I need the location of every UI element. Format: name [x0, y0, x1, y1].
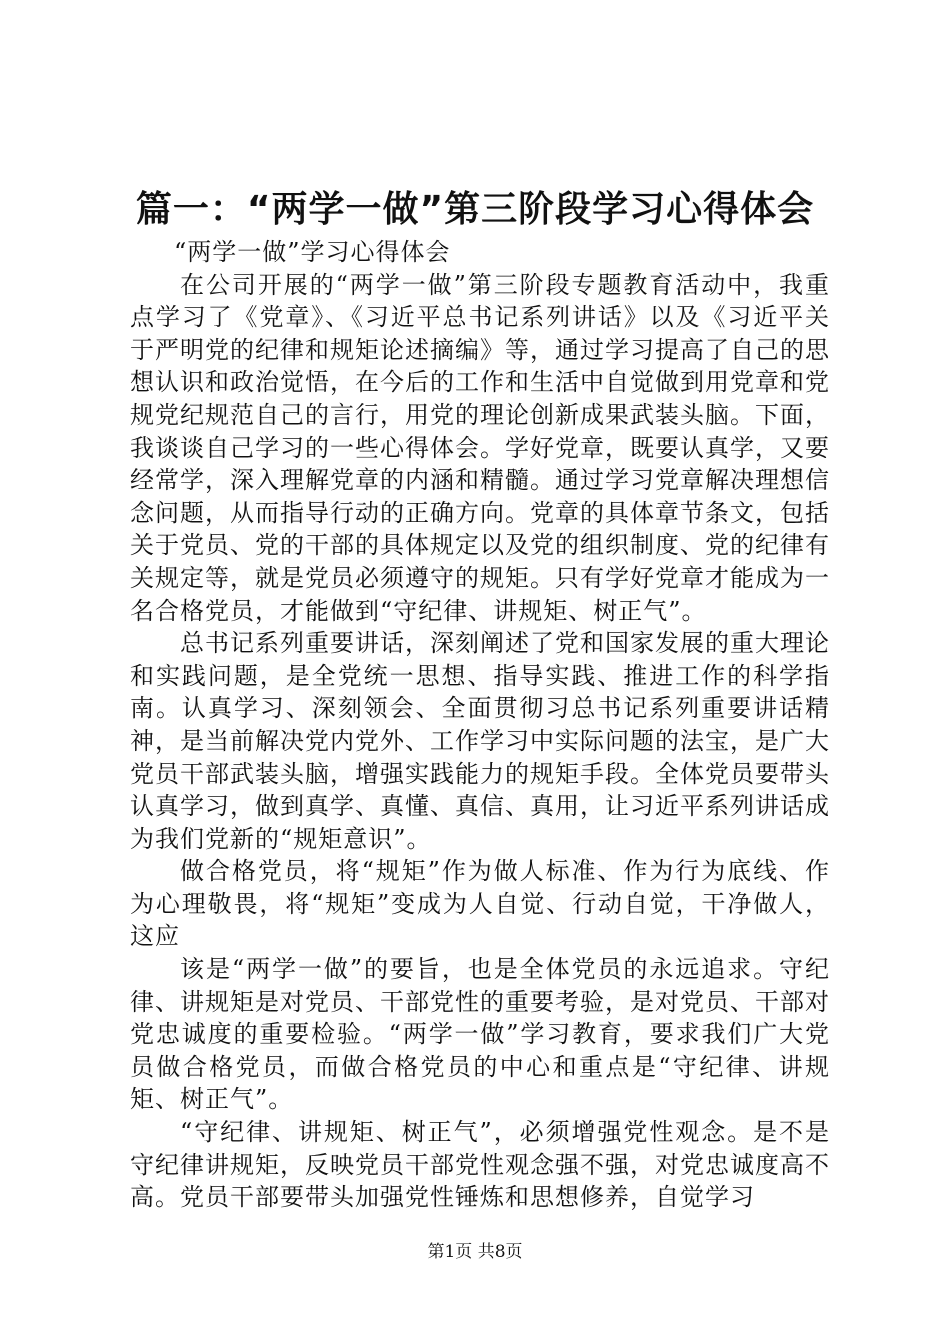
document-subtitle: “两学一做”学习心得体会 [174, 238, 451, 266]
paragraph-4: 该是“两学一做”的要旨，也是全体党员的永远追求。守纪律、讲规矩是对党员、干部党性的重要考验，是对党员、干部对党忠诚度的重要检验。“两学一做”学习教育，要求我们广大党员做合格党员，而做合格党员的中心和重点是“守纪律、讲规矩、树正气”。 [130, 955, 830, 1114]
paragraph-5: “守纪律、讲规矩、树正气”，必须增强党性观念。是不是守纪律讲规矩，反映党员干部党性观念强不强，对党忠诚度高不高。党员干部要带头加强党性锤炼和思想修养，自觉学习 [130, 1118, 830, 1212]
document-title: 篇一：“两学一做”第三阶段学习心得体会 [135, 189, 815, 230]
paragraph-1: 在公司开展的“两学一做”第三阶段专题教育活动中，我重点学习了《党章》、《习近平总书记系列讲话》以及《习近平关于严明党的纪律和规矩论述摘编》等，通过学习提高了自己的思想认识和政治觉悟，在今后的工作和生活中自觉做到用党章和党规党纪规范自己的言行，用党的理论创新成果武装头脑。下面，我谈谈自己学习的一些心得体会。学好党章，既要认真学，又要经常学，深入理解党章的内涵和精髓。通过学习党章解决理想信念问题，从而指导行动的正确方向。党章的具体章节条文，包括关于党员、党的干部的具体规定以及党的组织制度、党的纪律有关规定等，就是党员必须遵守的规矩。只有学好党章才能成为一名合格党员，才能做到“守纪律、讲规矩、树正气”。 [130, 270, 830, 625]
page-footer: 第1页 共8页 [427, 1242, 523, 1262]
paragraph-2: 总书记系列重要讲话，深刻阐述了党和国家发展的重大理论和实践问题，是全党统一思想、指导实践、推进工作的科学指南。认真学习、深刻领会、全面贯彻习总书记系列重要讲话精神，是当前解决党内党外、工作学习中实际问题的法宝，是广大党员干部武装头脑，增强实践能力的规矩手段。全体党员要带头认真学习，做到真学、真懂、真信、真用，让习近平系列讲话成为我们党新的“规矩意识”。 [130, 629, 830, 853]
document-body [130, 236, 830, 1214]
paragraph-3: 做合格党员，将“规矩”作为做人标准、作为行为底线、作为心理敬畏，将“规矩”变成为人自觉、行动自觉，干净做人，这应 [130, 857, 830, 951]
